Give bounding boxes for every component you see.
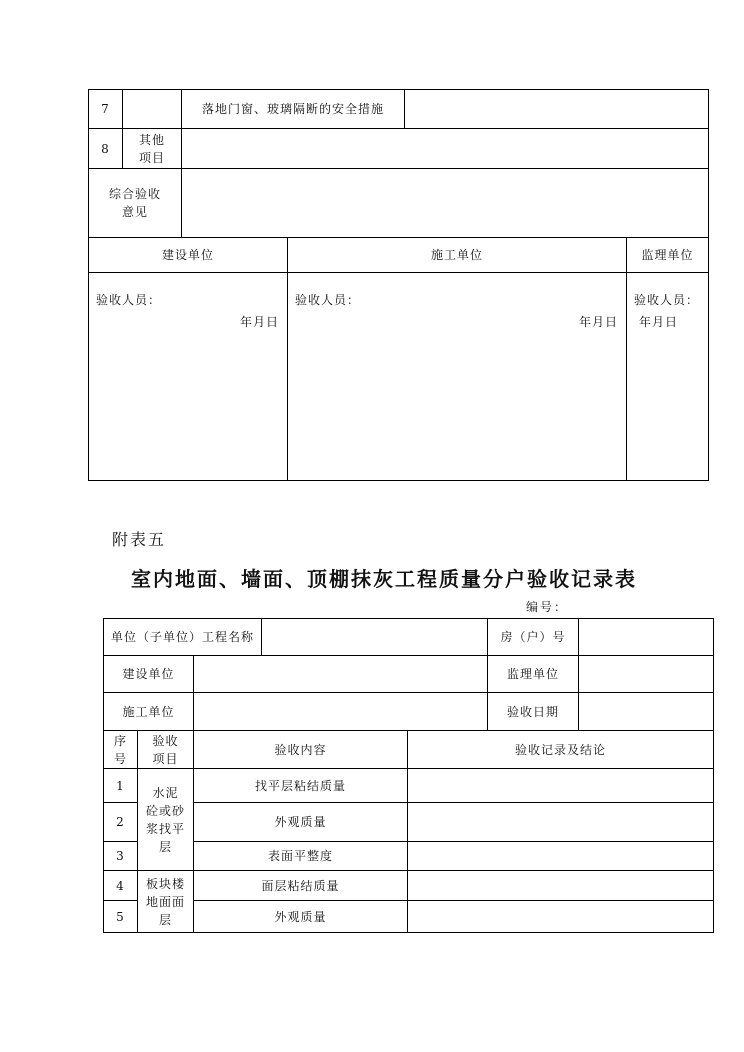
group-block-floor-layer [138, 871, 194, 933]
row-1-content: 找平层粘结质量 [194, 769, 408, 803]
seq-header [104, 731, 138, 769]
builder-unit-value [194, 693, 488, 731]
row-8-item [123, 129, 182, 169]
construction-unit-value [194, 656, 488, 693]
supervision-unit-label: 监理单位 [488, 656, 579, 693]
group-1-line: 浆找平 [145, 821, 185, 836]
signature-date: 年月日 [239, 315, 279, 329]
room-number-value [579, 619, 714, 656]
group-1-line: 水泥 [152, 785, 179, 800]
plastering-acceptance-table [103, 618, 714, 933]
row-2-number: 2 [104, 803, 138, 842]
row-8-record [182, 129, 709, 169]
row-5-content: 外观质量 [194, 901, 408, 933]
signature-date: 年月日 [579, 315, 619, 329]
row-5-number: 5 [104, 901, 138, 933]
group-2-line: 板块楼 [145, 876, 185, 891]
row-1-record [408, 769, 714, 803]
project-name-value [262, 619, 488, 656]
construction-unit-label: 建设单位 [104, 656, 194, 693]
inspection-date-label: 验收日期 [488, 693, 579, 731]
row-4-number: 4 [104, 871, 138, 901]
signature-label: 验收人员： [634, 293, 700, 307]
row-2-content: 外观质量 [194, 803, 408, 842]
row-2-record [408, 803, 714, 842]
row-4-content: 面层粘结质量 [194, 871, 408, 901]
row-3-content: 表面平整度 [194, 842, 408, 871]
project-name-label: 单位（子单位）工程名称 [104, 619, 262, 656]
serial-number-label: 编号： [526, 600, 569, 614]
inspection-date-value [579, 693, 714, 731]
builder-unit-signature [288, 273, 627, 481]
row-1-number: 1 [104, 769, 138, 803]
row-5-record [408, 901, 714, 933]
supervisor-unit-signature [627, 273, 709, 481]
acceptance-table-continued [88, 89, 709, 481]
group-2-line: 层 [158, 912, 172, 927]
row-7-number: 7 [89, 90, 123, 129]
seq-header-line2: 号 [113, 751, 127, 766]
content-header: 验收内容 [194, 731, 408, 769]
group-leveling-layer [138, 769, 194, 871]
summary-opinion-label [89, 169, 182, 238]
signature-date: 年月日 [639, 315, 679, 329]
row-3-record [408, 842, 714, 871]
row-8-item-line1: 其他 [138, 132, 165, 147]
builder-unit-label: 施工单位 [104, 693, 194, 731]
record-header: 验收记录及结论 [408, 731, 714, 769]
row-4-record [408, 871, 714, 901]
group-1-line: 砼或砂 [145, 803, 185, 818]
annex-label: 附表五 [112, 530, 167, 549]
row-3-number: 3 [104, 842, 138, 871]
form-title [0, 563, 744, 592]
summary-opinion-value [182, 169, 709, 238]
item-header-line2: 项目 [152, 751, 179, 766]
summary-opinion-line2: 意见 [121, 205, 148, 219]
row-8-item-line2: 项目 [138, 150, 165, 165]
signature-label: 验收人员： [96, 293, 162, 307]
item-header-line1: 验收 [152, 733, 179, 748]
row-8-number: 8 [89, 129, 123, 169]
row-7-record [405, 90, 709, 129]
construction-unit-signature [89, 273, 288, 481]
construction-unit-header: 建设单位 [89, 238, 288, 273]
summary-opinion-line1: 综合验收 [108, 187, 161, 201]
seq-header-line1: 序 [113, 733, 127, 748]
group-1-line: 层 [158, 839, 172, 854]
group-2-line: 地面面 [145, 894, 185, 909]
room-number-label: 房（户）号 [488, 619, 579, 656]
item-header [138, 731, 194, 769]
form-title-text: 室内地面、墙面、顶棚抹灰工程质量分户验收记录表 [131, 567, 637, 591]
supervisor-unit-header: 监理单位 [627, 238, 709, 273]
supervision-unit-value [579, 656, 714, 693]
builder-unit-header: 施工单位 [288, 238, 627, 273]
row-7-content: 落地门窗、玻璃隔断的安全措施 [182, 90, 405, 129]
signature-label: 验收人员： [295, 293, 361, 307]
row-7-item [123, 90, 182, 129]
